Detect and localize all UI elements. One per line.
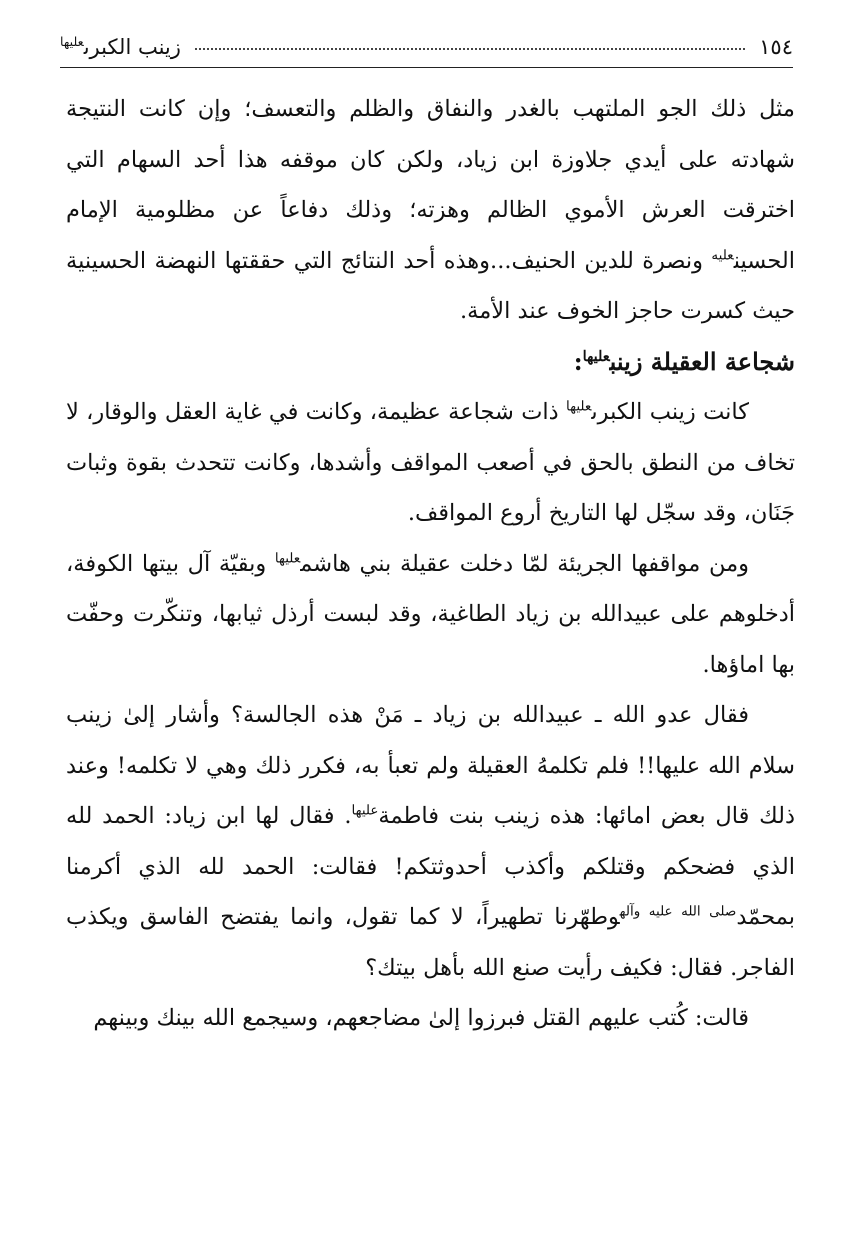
paragraph-kufa — [66, 539, 795, 691]
honorific-alayha: عليها — [582, 347, 610, 365]
body-text — [66, 84, 795, 1044]
honorific-alayha: عليها — [565, 398, 592, 415]
honorific-alayha: عليها — [60, 34, 84, 49]
paragraph-courage — [66, 387, 795, 539]
section-heading-colon: : — [573, 346, 583, 376]
intro-text-2: ونصرة للدين الحنيف...وهذه أحد النتائج التي حققتها النهضة الحسينية حيث كسرت حاجز الخوف عند الأمة. — [66, 247, 795, 324]
dialogue-text-1: فقال عدو الله ـ عبيدالله بن زياد ـ مَنْ هذه الجالسة؟ وأشار إلىٰ زينب سلام الله عليها!! فلم تكلمهُ العقيلة ولم تعبأ به، فكرر ذلك وهي لا تكلمه! وعند ذلك قال بعض امائها: هذه زينب بنت فاطمة — [66, 702, 796, 829]
honorific-alayha: عليها — [351, 802, 379, 819]
dialogue-text-3: وطهّرنا تطهيراً، لا كما تقول، وانما يفتضح الفاسق ويكذب الفاجر. فقال: فكيف رأيت صنع الله بأهل بيتك؟ — [66, 904, 795, 981]
section-heading-text: شجاعة العقيلة زينب — [609, 346, 795, 376]
honorific-saw: صلى الله عليه وآله — [619, 903, 737, 920]
kufa-text-2: وبقيّة آل بيتها الكوفة، أدخلوهم على عبيدالله بن زياد الطاغية، وقد لبست أرذل ثيابها، وتنكّرت وحفّت بها اماؤها. — [66, 550, 795, 678]
honorific-alayh: عليه — [711, 247, 734, 263]
running-title-text: زينب الكبرى — [83, 35, 181, 59]
paragraph-answer: قالت: كُتب عليهم القتل فبرزوا إلىٰ مضاجعهم، وسيجمع الله بينك وبينهم — [93, 1005, 749, 1031]
courage-text-1: كانت زينب الكبرى — [591, 399, 749, 425]
header-rule — [60, 67, 793, 68]
paragraph-dialogue — [66, 690, 795, 993]
honorific-alayha: عليها — [274, 550, 301, 566]
kufa-text-1: ومن مواقفها الجريئة لمّا دخلت عقيلة بني هاشم — [300, 550, 750, 577]
intro-text-1: مثل ذلك الجو الملتهب بالغدر والنفاق والظلم والتعسف؛ وإن كانت النتيجة شهادته على أيدي جلاوزة ابن زياد، ولكن كان موقفه هذا أحد السهام التي اخترقت العرش الأموي الظالم وهزته؛ وذلك دفاعاً عن مظلومية الإمام الحسين — [66, 96, 795, 274]
header-leader-dots — [195, 48, 745, 50]
running-header — [60, 30, 793, 64]
section-heading — [66, 337, 795, 388]
running-title — [60, 35, 189, 59]
intro-paragraph — [66, 84, 795, 337]
page-number: ١٥٤ — [759, 35, 793, 59]
dialogue-text-2: . فقال لها ابن زياد: الحمد لله الذي فضحكم وقتلكم وأكذب أحدوثتكم! فقالت: الحمد لله الذي أكرمنا بمحمّد — [66, 803, 795, 930]
courage-text-2: ذات شجاعة عظيمة، وكانت في غاية العقل والوقار، لا تخاف من النطق بالحق في أصعب المواقف وأشدها، وكانت تتحدث بقوة وثبات جَنَان، وقد سجّل لها التاريخ أروع المواقف. — [66, 399, 795, 526]
